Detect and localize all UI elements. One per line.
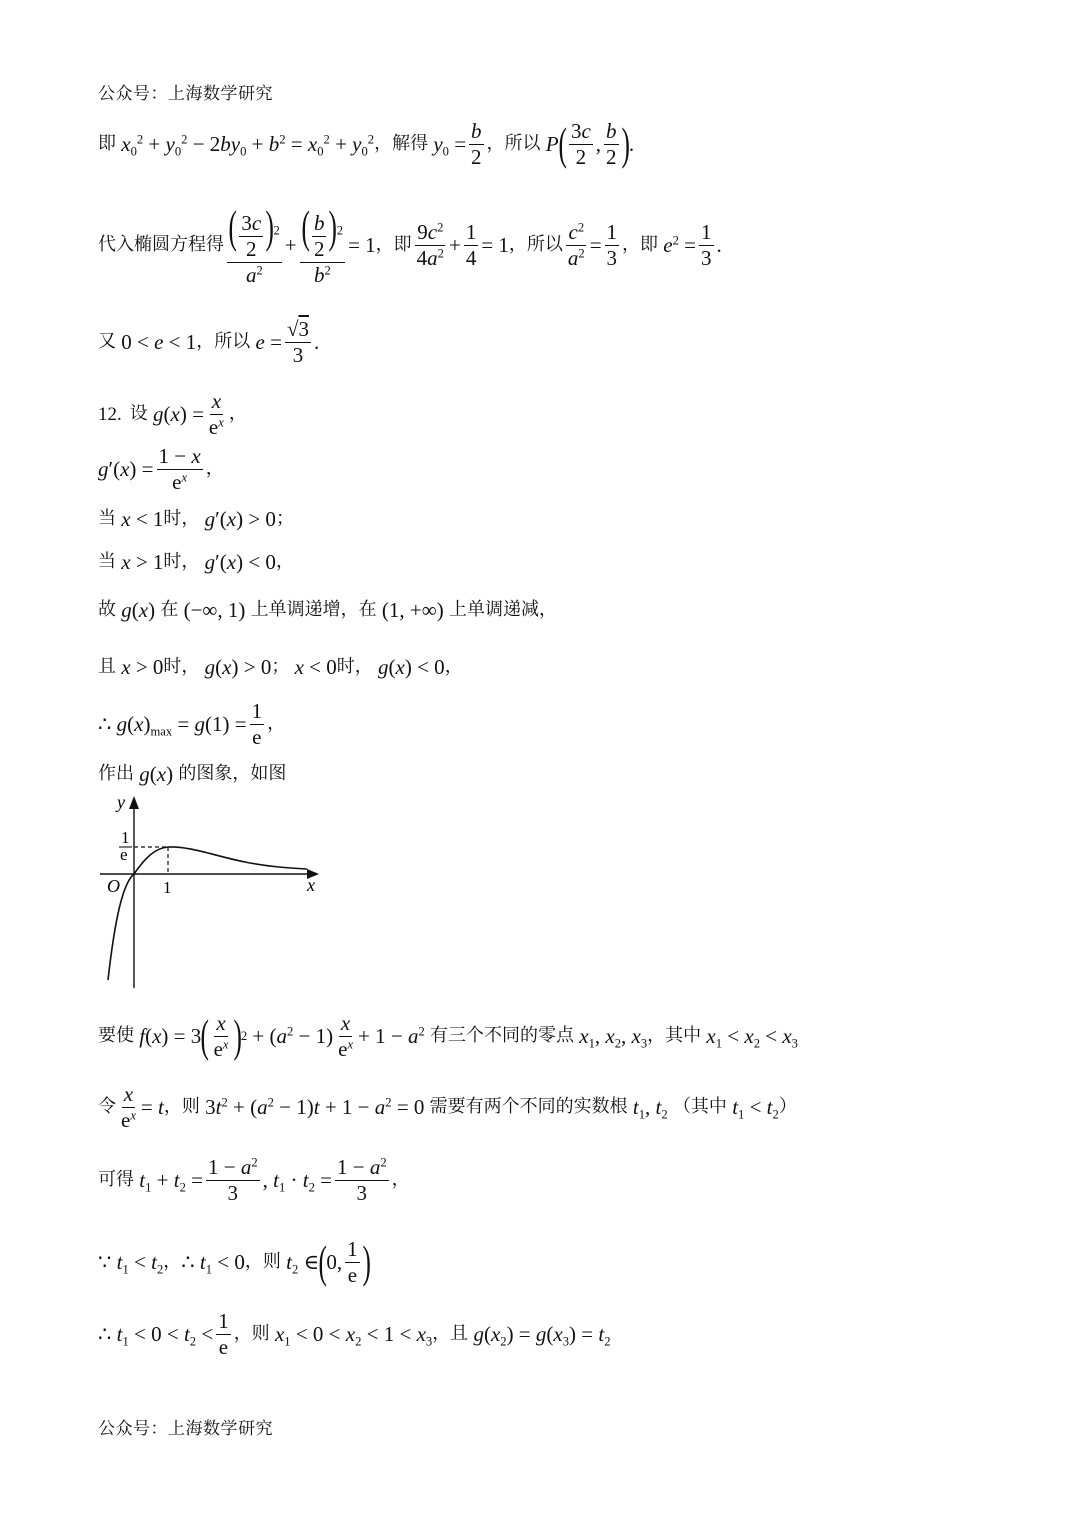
y-axis-label: y bbox=[117, 792, 125, 812]
line-vieta: 可得 $t_1 + t_2$ = $\frac{1 - a^2}{3}$ , $t_1 \cdot t_2$ = $\frac{1 - a^2}{3}$ ， bbox=[98, 1154, 410, 1205]
curve-g bbox=[108, 847, 307, 980]
line-monotonicity: 故 g(x) 在 (−∞, 1) 上单调递增，在 (1, +∞) 上单调递减， bbox=[98, 597, 557, 622]
footer-source: 公众号：上海数学研究 bbox=[98, 1419, 273, 1439]
line-decreasing-case: 当 x > 1 时， g′(x) < 0 ， bbox=[98, 549, 294, 574]
line-substitution-t: 令 $\frac{x}{e^x}$ = t ，则 $3t^2 + (a^2 - 1)t + 1 - a^2 = 0$ 需要有两个不同的实数根 $t_1$, $t_2$ （其中 $t_1 < t_2$ ） bbox=[98, 1081, 797, 1132]
header-source: 公众号：上海数学研究 bbox=[98, 84, 273, 104]
line-conclusion: ∴ $t_1 < 0 < t_2$ < $\frac{1}{e}$ ，则 $x_1 < 0 < x_2 < 1 < x_3$ ，且 $g(x_2) = g(x_3) = t_2$ bbox=[98, 1308, 611, 1359]
y-axis-arrow bbox=[129, 796, 139, 809]
line-solve-y0: 即 $x_0^2 + y_0^2 - 2by_0 + b^2 = x_0^2 + y_0^2$ ，解得 $y_0$ = $\frac{b}{2}$ ，所以 P ( $\frac{3c}{2}$ , $\frac{b}{2}$ ) . bbox=[98, 118, 635, 169]
line-derivative: g′(x) = $\frac{1 - x}{e^x}$ ， bbox=[98, 443, 224, 494]
origin-label: O bbox=[107, 876, 120, 896]
tick-x-1: 1 bbox=[163, 878, 172, 897]
line-three-zeros: 要使 f(x) = 3 ( $\frac{x}{e^x}$ ) 2 + $(a^2 - 1)$ $\frac{x}{e^x}$ + $1 - a^2$ 有三个不同的零点 $x_1$, $x_2$, $x_3$ ，其中 $x_1 < x_2 < x_3$ bbox=[98, 1010, 798, 1061]
x-axis-label: x bbox=[307, 875, 315, 895]
function-graph bbox=[95, 788, 335, 998]
line-t2-range: ∵ $t_1 < t_2$ ， ∴ $t_1 < 0$ ，则 $t_2$ ∈ ( 0, $\frac{1}{e}$ ) bbox=[98, 1236, 371, 1287]
tick-y-numerator: 1 bbox=[121, 828, 130, 847]
line-maximum: ∴ $g(x)_{max} = g(1)$ = $\frac{1}{e}$ ， bbox=[98, 698, 286, 749]
line-plot-caption: 作出 g(x) 的图象，如图 bbox=[98, 761, 287, 786]
line-sign-cases: 且 x > 0 时， g(x) > 0 ； x < 0 时， g(x) < 0 ， bbox=[98, 654, 463, 679]
line-eccentricity: 又 0 < e < 1 ，所以 e = $\frac{√3}{3}$ . bbox=[98, 316, 320, 367]
line-increasing-case: 当 x < 1 时， g′(x) > 0 ； bbox=[98, 506, 294, 531]
line-define-g: 12. 设 g(x) = $\frac{x}{e^x}$ ， bbox=[98, 388, 247, 439]
line-ellipse-substitution: 代入椭圆方程得 ( $\frac{3c}{2}$ )$^2$ $a^2$ + ( $\frac{b}{2}$ )$^2$ $b^2$ = 1 ，即 $\frac{9c^2}{4a^2}$ + $\frac{1}{4}$ = 1 ，所以 $\frac{c^2}{a^2}$ = $\frac{1}{3}$ ，即 $e^2$ = $\frac{1}{3}$ . bbox=[98, 200, 722, 288]
tick-y-denominator: e bbox=[120, 845, 128, 864]
